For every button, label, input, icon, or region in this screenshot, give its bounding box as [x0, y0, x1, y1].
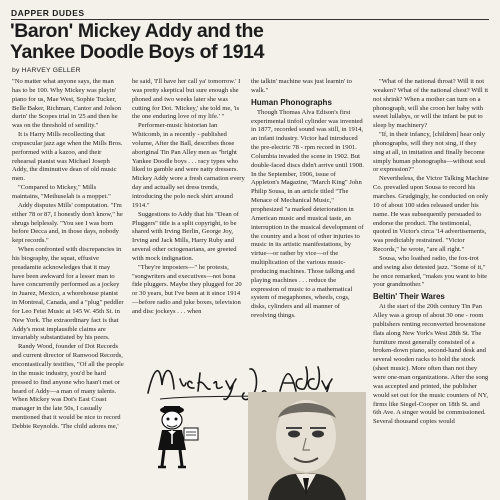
- paragraph: "If, in their infancy, [children] hear only phonographs, will they not sing, if they sing at all, in imitation and finally become simply human phonographs—without soul or expression?": [373, 131, 486, 174]
- paragraph: Though Thomas Alva Edison's first experimental tinfoil cylinder was invented in 1877, recorded sound was still, in 1914, an infant industry. Victor had introduced the pre-electric 78 - rpm record in 1901. Columbia invaded the scene in 1902. But double-faced discs didn't arrive until 1908. In the September, 1906, issue of Appleton's Magazine, "March King" John Philip Sousa, in an article titled "The Menace of Mechanical Music," prophesized "a marked deterioration in American music and musical taste, an interruption in the musical development of the country and a host of other injuries to music in its artistic manifestations, by virtue—or rather by vice—of the multiplication of the various music-producing machines. Those talking and playing machines . . . reduce the expression of music to a mathematical system of megaphones, wheels, cogs, disks, cylinders and all manner of revolving things.: [251, 108, 364, 320]
- paragraph: Sousa, who loathed radio, the fox-trot and swing also detested jazz. "Some of it," he once remarked, "makes you want to bite your grandmother.": [373, 254, 488, 289]
- portrait-photo: [248, 392, 366, 500]
- column-1: [12, 78, 124, 432]
- section-label: DAPPER DUDES: [11, 8, 85, 18]
- column-2: [132, 78, 246, 317]
- paragraph: Performer-music historian Ian Whitcomb, in a recently - published volume, After the Ball, describes those aboriginal Tin Pan Alley men as "bright Yankee Doodle boys . . . racy types who liked to gamble and were natty dressers. Mickey Addy wore a fresh carnation every day and actually set dress trends, introducing the polo neck shirt around 1914.": [132, 122, 245, 209]
- paragraph: "No matter what anyone says, the man has to be 100. Why Mickey was playin' piano for us, Mae West, Sophie Tucker, Belle Baker, Richman, Cantor and Jolson durin' the Scopes trial in '25 and then he was on the threshold of senility.": [12, 78, 122, 130]
- byline: by HARVEY GELLER: [12, 67, 81, 74]
- paragraph: At the start of the 20th century Tin Pan Alley was a group of about 30 one - room publishers renting reconverted brownstone flats along New York's West 28th St. The furniture most generally consisted of a broken-down piano, second-hand desk and several wooden racks to hold the stock (sheet music). More often than not they were one-man organizations. After the song was accepted and printed, the publisher would set out for the music counters of NY, firms like Siegel-Cooper on 18th St. and 6th Ave. A singer would be commissioned. Several thousand copies would: [373, 303, 489, 426]
- column-3: [251, 78, 365, 321]
- portrait-photo-image: [248, 392, 366, 500]
- paragraph: "Compared to Mickey," Mills maintains, "Methuselah is a moppet.": [12, 184, 111, 200]
- paragraph: Addy disputes Mills' computation. "I'm either 78 or 87, I honestly don't know," he shrugs helplessly. "You see I was born before Decca and, in those days, nobody kept records.": [12, 201, 123, 245]
- paragraph: Randy Wood, founder of Dot Records and current director of Ranwood Records, enconiastically testifies, "Of all the people in the music industry, you'd be hard pressed to find anyone who hasn't met or heard of Addy—a man of many talents. When Mickey was Dot's East Coast manager in the late 50s, I casually mentioned that it would be nice to record Debbie Reynolds. 'The child adores me,': [12, 343, 124, 430]
- subhead-human-phonographs: Human Phonographs: [251, 97, 332, 107]
- paragraph: When confronted with discrepancies in his biography, the squat, effusive preadamite acknowledges that it may have been awkward for a lesser man to have concurrently performed as a jockey in Juarez, Mexico, a whorehouse pianist in Montreal, Canada, and a "plug" peddler for Leo Feist Music at 145 W. 45th St. in New York. The extraordinary fact is that Addy's most implausible claims are invariably substantiated by his peers.: [12, 246, 124, 342]
- paragraph: "What of the national throat? Will it not weaken? What of the national chest? Will it not shrink? When a mother can turn on a phonograph, will she croon her baby with sweet lullabys, or will the infant be put to sleep by machinery?: [373, 78, 489, 130]
- paragraph: It is Harry Mills recollecting that crepuscular jazz age when the Mills Bros. performed with a kazoo, and their rehearsal pianist was Michael Joseph Addy, the diminutive dean of old music men.: [12, 131, 123, 183]
- paragraph: he said, 'I'll have her call ya' tomorrow.' I was pretty skeptical but sure enough she phoned and two weeks later she was cutting for Dot. 'Mickey,' she told me, 'is the one enduring love of my life.' ": [132, 78, 241, 121]
- paragraph: "They're imposters—" he protests, "songwriters and executives—not bona fide pluggers. Maybe they plugged for 20 or 30 years, but I've been at it since 1914—before radio and juke boxes, television and disc jockeys . . . when: [132, 263, 242, 315]
- headline-line-1: 'Baron' Mickey Addy and the: [10, 20, 264, 42]
- headline: [10, 21, 490, 63]
- paragraph: the talkin' machine was just learnin' to walk.": [251, 78, 352, 94]
- column-4: [373, 78, 489, 427]
- caricature-illustration: [150, 404, 210, 470]
- subhead-beltin-their-wares: Beltin' Their Wares: [373, 292, 445, 302]
- headline-line-2: Yankee Doodle Boys of 1914: [10, 41, 265, 63]
- paragraph: Suggestions to Addy that his "Dean of Pluggers" title is a split copyright, to be shared with Irving Berlin, George Joy, Irving and Jack Mills, Harry Ruby and several other octogenarians, are greeted with mock indignation.: [132, 210, 239, 262]
- paragraph: Nevertheless, the Victor Talking Machine Co. prevailed upon Sousa to record his marches. Grudgingly, he conducted on only 10 of about 100 sides released under his name. He was subsequently persuaded to endorse the product. The testimonial, quoted in Victor's circa '14 advertisements, was predictably restrained. "Victor Records," he wrote, "are all right.": [373, 175, 489, 254]
